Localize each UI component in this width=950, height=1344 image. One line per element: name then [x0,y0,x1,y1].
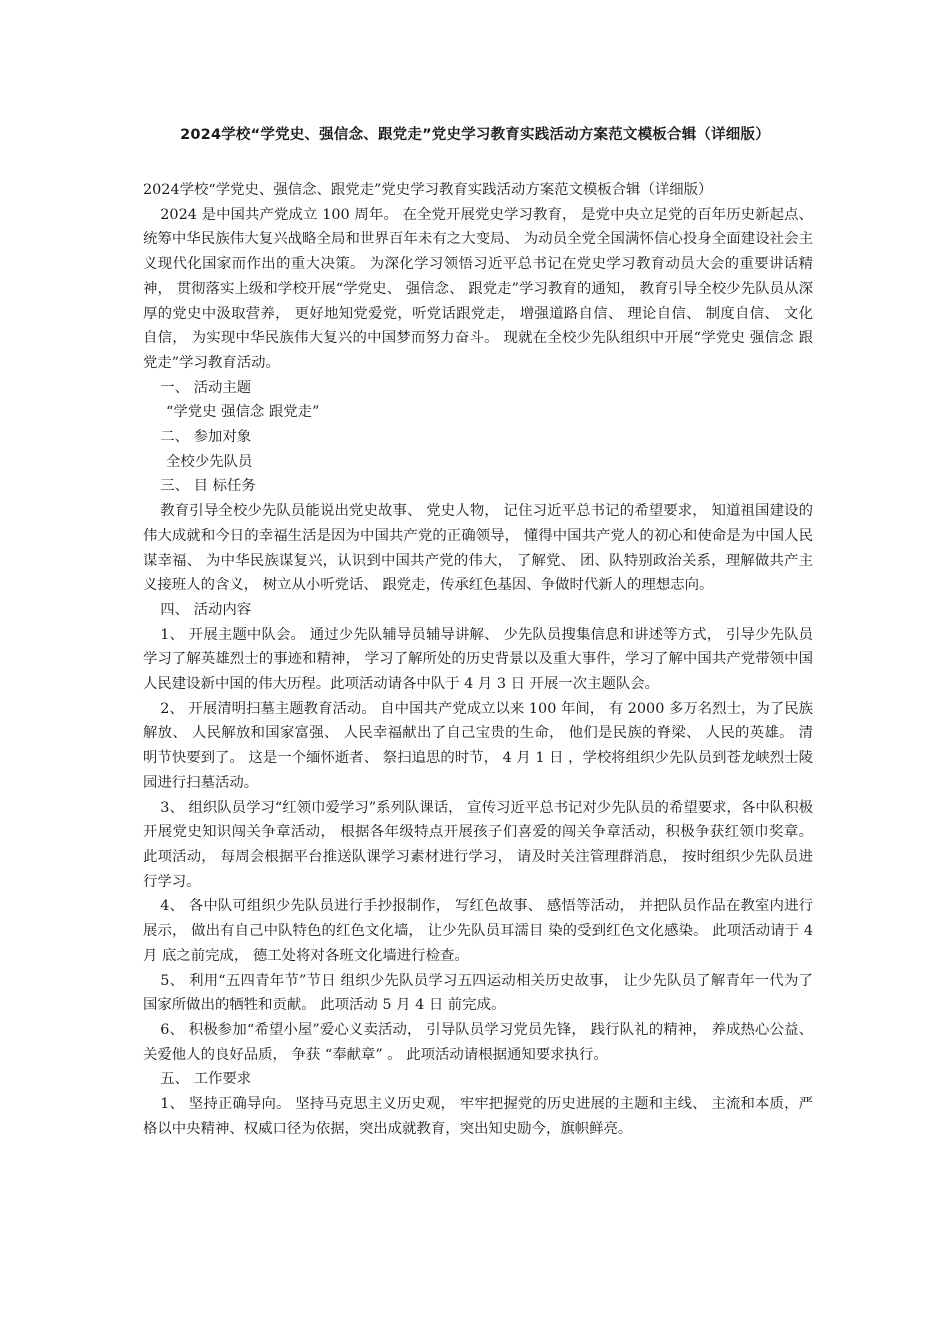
content-item: 4、 各中队可组织少先队员进行手抄报制作， 写红色故事、 感悟等活动， 并把队员作品在教室内进行展示， 做出有自己中队特色的红色文化墙， 让少先队员耳濡目 染的受到红色文化感染。 此项活动请于 4 月 底之前完成， 德工处将对各班文化墙进行检查。 [143,898,813,964]
content-item: 2、 开展清明扫墓主题教育活动。 自中国共产党成立以来 100 年间， 有 2000 多万名烈士，为了民族解放、 人民解放和国家富强、 人民幸福献出了自己宝贵的生命， 他们是民族的脊梁、 人民的英雄。 清明节快要到了。 这是一个缅怀逝者、 祭扫追思的时节， 4 月 1 日 ，学校将组织少先队员到苍龙峡烈士陵园进行扫墓活动。 [143,700,813,791]
section-heading-goals: 三、 目 标任务 [160,478,256,495]
section-body-participants: 全校少先队员 [166,453,253,470]
section-heading-content: 四、 活动内容 [160,601,252,618]
section-heading-participants: 二、 参加对象 [160,429,252,446]
section-heading-theme: 一、 活动主题 [160,379,252,396]
document-body [143,178,813,1141]
content-item: 6、 积极参加“希望小屋”爱心义卖活动， 引导队员学习党员先锋， 践行队礼的精神， 养成热心公益、 关爱他人的良好品质， 争获 “奉献章” 。 此项活动请根据通知要求执行。 [143,1021,813,1063]
document-heading: 2024学校“学党史、强信念、跟党走”党史学习教育实践活动方案范文模板合辑（详细版） [143,182,713,198]
intro-paragraph: 2024 是中国共产党成立 100 周年。 在全党开展党史学习教育， 是党中央立足党的百年历史新起点、 统筹中华民族伟大复兴战略全局和世界百年未有之大变局、 为动员全党全国满怀信心投身全面建设社会主义现代化国家而作出的重大决策。 为深化学习领悟习近平总书记在党史学习教育动员大会的重要讲话精神， 贯彻落实上级和学校开展“学党史、 强信念、 跟党走”学习教育的通知， 教育引导全校少先队员从深厚的党史中汲取营养， 更好地知党爱党，听党话跟党走， 增强道路自信、 理论自信、 制度自信、 文化自信， 为实现中华民族伟大复兴的中国梦而努力奋斗。 现就在全校少先队组织中开展“学党史 强信念 跟党走”学习教育活动。 [143,206,813,371]
content-item: 3、 组织队员学习“红领巾爱学习”系列队课话， 宣传习近平总书记对少先队员的希望要求，各中队积极开展党史知识闯关争章活动， 根据各年级特点开展孩子们喜爱的闯关争章活动，积极争获红领巾奖章。 此项活动， 每周会根据平台推送队课学习素材进行学习， 请及时关注管理群消息， 按时组织少先队员进行学习。 [143,799,813,890]
section-heading-requirements: 五、 工作要求 [160,1071,252,1088]
content-item: 5、 利用“五四青年节”节日 组织少先队员学习五四运动相关历史故事， 让少先队员了解青年一代为了国家所做出的牺牲和贡献。 此项活动 5 月 4 日 前完成。 [143,972,813,1014]
page-title: 2024学校“学党史、强信念、跟党走”党史学习教育实践活动方案范文模板合辑（详细版） [180,127,770,143]
requirement-item: 1、 坚持正确导向。 坚持马克思主义历史观， 牢牢把握党的历史进展的主题和主线、 主流和本质，严格以中央精神、权威口径为依据，突出成就教育，突出知史励今，旗帜鲜亮。 [143,1096,813,1137]
section-body-goals: 教育引导全校少先队员能说出党史故事、 党史人物， 记住习近平总书记的希望要求， 知道祖国建设的伟大成就和今日的幸福生活是因为中国共产党的正确领导， 懂得中国共产党人的初心和使命是为中国人民谋幸福、 为中华民族谋复兴，认识到中国共产党的伟大， 了解党、 团、队特别政治关系，理解做共产主义接班人的含义， 树立从小听党话、 跟党走，传承红色基因、争做时代新人的理想志向。 [143,503,813,594]
content-item: 1、 开展主题中队会。 通过少先队辅导员辅导讲解、 少先队员搜集信息和讲述等方式， 引导少先队员学习了解英雄烈士的事迹和精神， 学习了解所处的历史背景以及重大事件，学习了解中国共产党带领中国人民建设新中国的伟大历程。此项活动请各中队于 4 月 3 日 开展一次主题队会。 [143,626,813,693]
section-body-theme: “学党史 强信念 跟党走” [166,404,320,421]
